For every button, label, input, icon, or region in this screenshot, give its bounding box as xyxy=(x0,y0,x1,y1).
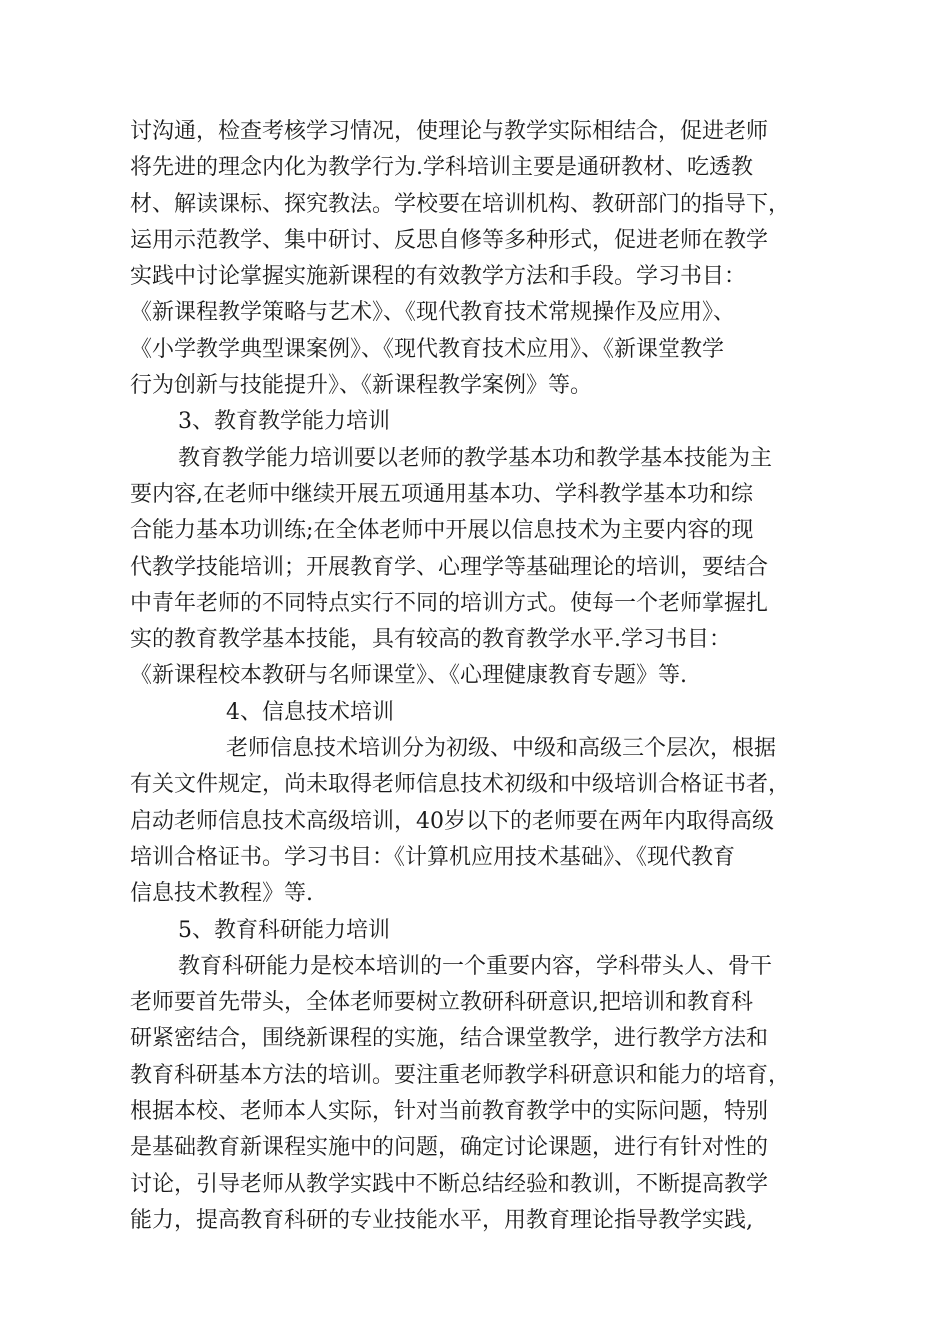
section-heading: 5、教育科研能力培训 xyxy=(178,917,390,943)
text-line: 研紧密结合，围绕新课程的实施，结合课堂教学，进行教学方法和 xyxy=(130,1026,769,1052)
text-line: 讨沟通，检查考核学习情况，使理论与教学实际相结合，促进老师 xyxy=(130,119,769,144)
text-line: 教育科研能力是校本培训的一个重要内容，学科带头人、骨干 xyxy=(178,953,773,979)
text-line: 讨论，引导老师从教学实践中不断总结经验和教训，不断提高教学 xyxy=(130,1171,769,1197)
text-line: 培训合格证书。学习书目：《计算机应用技术基础》、《现代教育 xyxy=(130,844,736,870)
text-line: 有关文件规定，尚未取得老师信息技术初级和中级培训合格证书者， xyxy=(130,772,791,798)
text-line: 启动老师信息技术高级培训，40岁以下的老师要在两年内取得高级 xyxy=(130,808,774,834)
text-line: 实践中讨论掌握实施新课程的有效教学方法和手段。学习书目： xyxy=(130,264,747,290)
document-body xyxy=(130,114,830,1239)
text-line: 《新课程校本教研与名师课堂》、《心理健康教育专题》等. xyxy=(130,663,687,689)
text-line: 中青年老师的不同特点实行不同的培训方式。使每一个老师掌握扎 xyxy=(130,590,769,616)
text-line: 合能力基本功训练;在全体老师中开展以信息技术为主要内容的现 xyxy=(130,518,754,544)
text-line: 根据本校、老师本人实际，针对当前教育教学中的实际问题，特别 xyxy=(130,1099,769,1125)
text-line: 要内容,在老师中继续开展五项通用基本功、学科教学基本功和综 xyxy=(130,481,753,507)
text-line: 教育教学能力培训要以老师的教学基本功和教学基本技能为主 xyxy=(178,445,773,471)
text-line: 《小学教学典型课案例》、《现代教育技术应用》、《新课堂教学 xyxy=(130,336,725,362)
text-line: 实的教育教学基本技能，具有较高的教育教学水平.学习书目： xyxy=(130,627,731,653)
text-line: 运用示范教学、集中研讨、反思自修等多种形式，促进老师在教学 xyxy=(130,227,769,253)
text-line: 代教学技能培训；开展教育学、心理学等基础理论的培训，要结合 xyxy=(130,554,769,580)
text-line: 能力，提高教育科研的专业技能水平，用教育理论指导教学实践, xyxy=(130,1207,753,1233)
text-line: 是基础教育新课程实施中的问题，确定讨论课题，进行有针对性的 xyxy=(130,1135,769,1161)
text-line: 行为创新与技能提升》、《新课程教学案例》等。 xyxy=(130,373,593,399)
text-line: 《新课程教学策略与艺术》、《现代教育技术常规操作及应用》、 xyxy=(130,300,736,326)
section-heading: 3、教育教学能力培训 xyxy=(178,409,390,435)
text-line: 将先进的理念内化为教学行为.学科培训主要是通研教材、吃透教 xyxy=(130,155,753,181)
text-line: 老师信息技术培训分为初级、中级和高级三个层次，根据 xyxy=(226,736,777,762)
text-line: 材、解读课标、探究教法。学校要在培训机构、教研部门的指导下， xyxy=(130,191,791,217)
section-heading: 4、信息技术培训 xyxy=(226,699,394,725)
text-line: 老师要首先带头，全体老师要树立教研科研意识,把培训和教育科 xyxy=(130,990,753,1016)
text-line: 信息技术教程》等. xyxy=(130,881,313,907)
text-line: 教育科研基本方法的培训。要注重老师教学科研意识和能力的培育， xyxy=(130,1062,791,1088)
